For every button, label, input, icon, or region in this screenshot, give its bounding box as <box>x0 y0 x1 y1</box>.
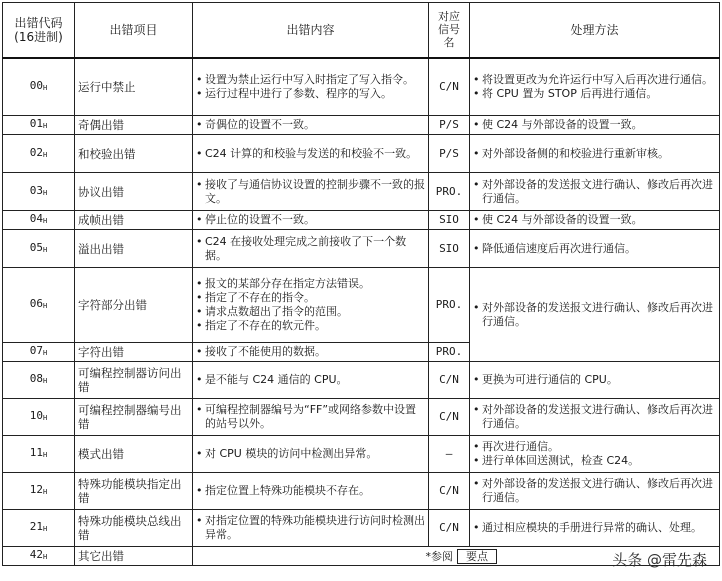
table-row <box>3 58 720 116</box>
error-item-cell: 字符出错 <box>75 343 193 362</box>
signal-name-cell: SIO <box>429 211 470 230</box>
error-content-list-line: • 指定位置上特殊功能模块不存在。 <box>196 484 425 498</box>
error-content-list-line: • 运行过程中进行了参数、程序的写入。 <box>196 87 425 101</box>
error-item-cell: 协议出错 <box>75 173 193 211</box>
signal-name-cell: PRO. <box>429 343 470 362</box>
error-code-hex-suffix: H <box>43 245 48 254</box>
error-code-cell <box>3 230 75 268</box>
error-content-list-line: • 对 CPU 模块的访问中检测出异常。 <box>196 447 425 461</box>
handling-method-list-line: • 对外部设备的发送报文进行确认、修改后再次进行通信。 <box>473 178 716 206</box>
error-content-cell <box>193 362 429 399</box>
error-code: 02 <box>29 145 44 159</box>
error-content-list-line: • C24 计算的和校验与发送的和校验不一致。 <box>196 147 425 161</box>
error-content-list-line: • 请求点数超出了指令的范围。 <box>196 305 425 319</box>
error-item-cell: 其它出错 <box>75 547 193 566</box>
error-code-cell <box>3 362 75 399</box>
handling-method-cell <box>470 173 720 211</box>
handling-method-list <box>473 440 716 468</box>
signal-name-cell: C/N <box>429 58 470 116</box>
error-content-cell <box>193 436 429 473</box>
watermark-name: 雷先森 <box>661 551 707 569</box>
table-row <box>3 510 720 547</box>
handling-method-cell <box>470 268 720 362</box>
error-code: 11 <box>29 446 44 459</box>
error-content-list-line: • 接收了与通信协议设置的控制步骤不一致的报文。 <box>196 178 425 206</box>
error-code-cell <box>3 343 75 362</box>
error-code: 10 <box>29 409 44 422</box>
error-code-cell <box>3 268 75 343</box>
error-content-cell <box>193 473 429 510</box>
error-content-list <box>196 178 425 206</box>
error-code-hex-suffix: H <box>43 83 48 92</box>
table-row <box>3 116 720 135</box>
error-code-hex-suffix: H <box>43 553 48 561</box>
table-row <box>3 473 720 510</box>
handling-method-cell <box>470 510 720 547</box>
signal-name-cell: C/N <box>429 473 470 510</box>
error-content-list-line: • 报文的某部分存在指定方法错误。 <box>196 277 425 291</box>
handling-method-cell <box>470 362 720 399</box>
error-code-hex-suffix: H <box>43 150 48 159</box>
error-item-cell: 字符部分出错 <box>75 268 193 343</box>
error-content-list-line: • 指定了不存在的软元件。 <box>196 319 425 333</box>
error-code: 05 <box>29 240 44 254</box>
table-row <box>3 268 720 343</box>
error-code-hex-suffix: H <box>43 349 48 357</box>
error-content-list <box>196 213 425 227</box>
handling-method-cell <box>470 135 720 173</box>
error-code-hex-suffix: H <box>43 217 48 225</box>
handling-method-list <box>473 118 716 132</box>
table-row <box>3 436 720 473</box>
handling-method-list <box>473 242 716 256</box>
error-item-cell: 模式出错 <box>75 436 193 473</box>
error-content-cell <box>193 173 429 211</box>
handling-method-list-line: • 使 C24 与外部设备的设置一致。 <box>473 213 716 227</box>
error-content-list-line: • 是不能与 C24 通信的 CPU。 <box>196 373 425 387</box>
error-content-list-line: • 可编程控制器编号为“FF”或网络参数中设置的站号以外。 <box>196 403 425 431</box>
error-code-cell <box>3 473 75 510</box>
error-content-list <box>196 147 425 161</box>
error-code: 00 <box>29 78 44 92</box>
handling-method-list-line: • 对外部设备的发送报文进行确认、修改后再次进行通信。 <box>473 403 716 431</box>
header-handling: 处理方法 <box>470 3 720 58</box>
handling-method-cell <box>470 116 720 135</box>
watermark <box>612 549 707 570</box>
handling-method-list <box>473 301 716 329</box>
error-code-hex-suffix: H <box>43 488 48 496</box>
error-content-list <box>196 447 425 461</box>
handling-method-list <box>473 147 716 161</box>
handling-method-cell <box>470 211 720 230</box>
table-row <box>3 399 720 436</box>
error-code: 12 <box>29 483 44 496</box>
handling-method-list-line: • 更换为可进行通信的 CPU。 <box>473 373 716 387</box>
error-code: 03 <box>29 183 44 197</box>
handling-method-cell <box>470 436 720 473</box>
signal-name-cell: SIO <box>429 230 470 268</box>
table-body <box>3 58 720 566</box>
error-item-cell: 特殊功能模块指定出错 <box>75 473 193 510</box>
error-code-hex-suffix: H <box>43 451 48 459</box>
handling-method-list-line: • 再次进行通信。 <box>473 440 716 454</box>
header-item: 出错项目 <box>75 3 193 58</box>
error-code: 01 <box>29 117 44 130</box>
handling-method-list <box>473 213 716 227</box>
handling-method-list <box>473 73 716 101</box>
handling-method-list-line: • 将设置更改为允许运行中写入后再次进行通信。 <box>473 73 716 87</box>
handling-method-list-line: • 进行单体回送测试，检查 C24。 <box>473 454 716 468</box>
header-code: 出错代码 (16进制) <box>3 3 75 58</box>
handling-method-cell <box>470 399 720 436</box>
error-item-cell: 可编程控制器编号出错 <box>75 399 193 436</box>
error-code-cell <box>3 173 75 211</box>
error-content-list <box>196 235 425 263</box>
error-code-cell <box>3 399 75 436</box>
header-signal: 对应 信号 名 <box>429 3 470 58</box>
signal-name-cell: PRO. <box>429 173 470 211</box>
error-code: 08 <box>29 372 44 385</box>
handling-method-list <box>473 373 716 387</box>
error-item-cell: 可编程控制器访问出错 <box>75 362 193 399</box>
header-content: 出错内容 <box>193 3 429 58</box>
handling-method-list-line: • 通过相应模块的手册进行异常的确认、处理。 <box>473 521 716 535</box>
error-content-list <box>196 373 425 387</box>
handling-method-cell <box>470 58 720 116</box>
error-content-list <box>196 73 425 101</box>
handling-method-cell <box>470 473 720 510</box>
error-code-hex-suffix: H <box>43 377 48 385</box>
error-content-list-line: • 停止位的设置不一致。 <box>196 213 425 227</box>
error-code: 21 <box>29 520 44 533</box>
error-item-cell: 和校验出错 <box>75 135 193 173</box>
error-content-list-line: • 对指定位置的特殊功能模块进行访问时检测出异常。 <box>196 514 425 542</box>
error-code: 06 <box>29 297 44 310</box>
signal-name-cell: P/S <box>429 116 470 135</box>
error-code-cell <box>3 58 75 116</box>
error-content-list <box>196 277 425 333</box>
error-content-cell <box>193 116 429 135</box>
handling-method-list-line: • 对外部设备的发送报文进行确认、修改后再次进行通信。 <box>473 477 716 505</box>
error-content-list-line: • 接收了不能使用的数据。 <box>196 345 425 359</box>
error-content-cell <box>193 230 429 268</box>
error-content-cell <box>193 268 429 343</box>
error-content-list-line: • 奇偶位的设置不一致。 <box>196 118 425 132</box>
signal-name-cell: PRO. <box>429 268 470 343</box>
handling-method-list-line: • 对外部设备侧的和校验进行重新审核。 <box>473 147 716 161</box>
error-content-cell <box>193 211 429 230</box>
error-item-cell: 特殊功能模块总线出错 <box>75 510 193 547</box>
error-item-cell: 溢出出错 <box>75 230 193 268</box>
error-content-list-line: • C24 在接收处理完成之前接收了下一个数据。 <box>196 235 425 263</box>
error-content-list <box>196 345 425 359</box>
error-code-cell <box>3 116 75 135</box>
error-content-cell <box>193 510 429 547</box>
signal-name-cell: P/S <box>429 135 470 173</box>
error-code: 04 <box>29 212 44 225</box>
error-code-hex-suffix: H <box>43 414 48 422</box>
table-header-row <box>3 3 720 58</box>
error-code-cell <box>3 211 75 230</box>
error-item-cell: 成帧出错 <box>75 211 193 230</box>
error-content-list <box>196 118 425 132</box>
signal-name-cell: C/N <box>429 362 470 399</box>
handling-method-list <box>473 477 716 505</box>
signal-name-cell: C/N <box>429 399 470 436</box>
handling-method-list <box>473 403 716 431</box>
table-row <box>3 362 720 399</box>
error-content-cell <box>193 58 429 116</box>
error-code-table <box>2 2 720 566</box>
error-code-cell <box>3 547 75 566</box>
watermark-prefix: 头条 @ <box>612 551 662 569</box>
table-row <box>3 135 720 173</box>
handling-method-list <box>473 178 716 206</box>
signal-name-cell: C/N <box>429 510 470 547</box>
handling-method-list-line: • 使 C24 与外部设备的设置一致。 <box>473 118 716 132</box>
error-content-list <box>196 484 425 498</box>
error-code: 07 <box>29 344 44 357</box>
error-content-cell <box>193 135 429 173</box>
error-content-cell <box>193 343 429 362</box>
error-content-list-line: • 指定了不存在的指令。 <box>196 291 425 305</box>
error-code: 42 <box>29 548 44 561</box>
error-code-table-sheet <box>2 2 719 578</box>
error-code-cell <box>3 510 75 547</box>
error-content-list-line: • 设置为禁止运行中写入时指定了写入指令。 <box>196 73 425 87</box>
handling-method-list-line: • 将 CPU 置为 STOP 后再进行通信。 <box>473 87 716 101</box>
error-code-cell <box>3 135 75 173</box>
error-code-hex-suffix: H <box>43 302 48 310</box>
error-code-cell <box>3 436 75 473</box>
handling-method-list-line: • 对外部设备的发送报文进行确认、修改后再次进行通信。 <box>473 301 716 329</box>
handling-method-list-line: • 降低通信速度后再次进行通信。 <box>473 242 716 256</box>
table-row <box>3 230 720 268</box>
handling-method-cell <box>470 230 720 268</box>
table-row <box>3 211 720 230</box>
handling-method-list <box>473 521 716 535</box>
error-code-hex-suffix: H <box>43 525 48 533</box>
error-code-hex-suffix: H <box>43 188 48 197</box>
error-content-cell <box>193 399 429 436</box>
error-content-list <box>196 403 425 431</box>
error-item-cell: 奇偶出错 <box>75 116 193 135</box>
reference-key-point-box: 要点 <box>457 549 497 564</box>
table-row <box>3 173 720 211</box>
reference-note: *参阅 <box>425 549 453 563</box>
error-content-list <box>196 514 425 542</box>
error-item-cell: 运行中禁止 <box>75 58 193 116</box>
error-code-hex-suffix: H <box>43 122 48 130</box>
signal-name-cell: — <box>429 436 470 473</box>
